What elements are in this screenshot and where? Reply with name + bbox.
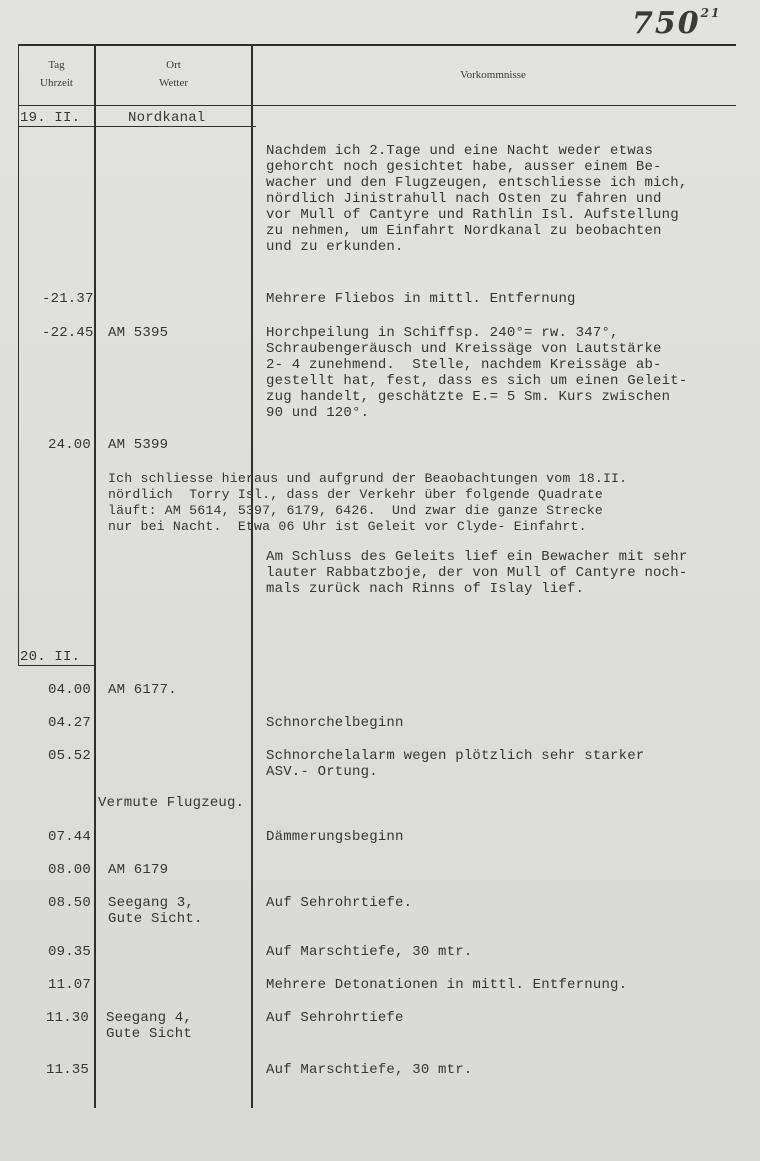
entry-text: Mehrere Detonationen in mittl. Entfernung. — [266, 977, 628, 993]
entry-text: Auf Marschtiefe, 30 mtr. — [266, 1062, 473, 1078]
entry-place: AM 6179 — [108, 862, 169, 878]
entry-time: 04.27 — [48, 715, 92, 731]
entry-text: Horchpeilung in Schiffsp. 240°= rw. 347°, Schraubengeräusch und Kreissäge von Lautstärke 2- 4 zunehmend. Stelle, nachdem Kreissäge ab- gestellt hat, fest, dass es sich um einen Geleit- zug handelt, geschätzte E.= 5 Sm. Kurs zwischen 90 und 120°. — [266, 325, 688, 421]
day1-place: Nordkanal — [128, 110, 206, 126]
entry-time: 05.52 — [48, 748, 92, 764]
entry-place: Seegang 3, Gute Sicht. — [108, 895, 203, 927]
entry-text: Am Schluss des Geleits lief ein Bewacher mit sehr lauter Rabbatzboje, der von Mull of Cantyre noch- mals zurück nach Rinns of Islay lief. — [266, 549, 688, 597]
entry-text: Auf Sehrohrtiefe — [266, 1010, 404, 1026]
entry-time: 08.00 — [48, 862, 92, 878]
page-number-handwritten: $750^{21}$ — [632, 6, 722, 41]
entry-time: 11.30 — [46, 1010, 90, 1026]
day1-rule — [18, 126, 256, 127]
entry-time: 09.35 — [48, 944, 92, 960]
entry-place: Seegang 4, Gute Sicht — [106, 1010, 193, 1042]
entry-time: 08.50 — [48, 895, 92, 911]
entry-text: Schnorchelalarm wegen plötzlich sehr starker ASV.- Ortung. — [266, 748, 645, 780]
entry-text: Mehrere Fliebos in mittl. Entfernung — [266, 291, 576, 307]
entry-time: -22.45 — [42, 325, 94, 341]
entry-note: Vermute Flugzeug. — [98, 795, 245, 811]
entry-text: Auf Sehrohrtiefe. — [266, 895, 413, 911]
header-bottom-rule — [18, 105, 736, 106]
entry-text: Schnorchelbeginn — [266, 715, 404, 731]
header-tag: Tag Uhrzeit — [40, 59, 73, 89]
entry-time: 04.00 — [48, 682, 92, 698]
header-vorkommnisse: Vorkommnisse — [460, 69, 526, 81]
entry-intro-text: Nachdem ich 2.Tage und eine Nacht weder etwas gehorcht noch gesichtet habe, ausser einem Be- wacher und den Flugzeugen, entschliesse ich mich, nördlich Jinistrahull nach Osten zu fahren und vor Mull of Cantyre und Rathlin Isl. Aufstellung zu nehmen, um Einfahrt Nordkanal zu beobachten und zu erkunden. — [266, 143, 688, 255]
day1-date: 19. II. — [20, 110, 81, 126]
entry-text: Auf Marschtiefe, 30 mtr. — [266, 944, 473, 960]
header-ort: Ort Wetter — [158, 59, 189, 89]
entry-time: -21.37 — [42, 291, 94, 307]
entry-text: Dämmerungsbeginn — [266, 829, 404, 845]
entry-text-wide: Ich schliesse hieraus und aufgrund der Beaobachtungen vom 18.II. nördlich Torry Isl., dass der Verkehr über folgende Quadrate läuft: AM 5614, 5397, 6179, 6426. Und zwar die ganze Strecke nur bei Nacht. Etwa 06 Uhr ist Geleit vor Clyde- Einfahrt. — [108, 471, 628, 534]
top-rule — [18, 44, 736, 46]
entry-time: 24.00 — [48, 437, 92, 453]
entry-place: AM 5395 — [108, 325, 169, 341]
col-divider-2 — [251, 44, 253, 1108]
col-divider-1 — [94, 44, 96, 1108]
day2-rule — [18, 665, 96, 666]
entry-time: 07.44 — [48, 829, 92, 845]
day2-date: 20. II. — [20, 649, 81, 665]
entry-time: 11.35 — [46, 1062, 90, 1078]
entry-place: AM 6177. — [108, 682, 177, 698]
entry-time: 11.07 — [48, 977, 92, 993]
entry-place: AM 5399 — [108, 437, 169, 453]
left-border — [18, 44, 19, 666]
